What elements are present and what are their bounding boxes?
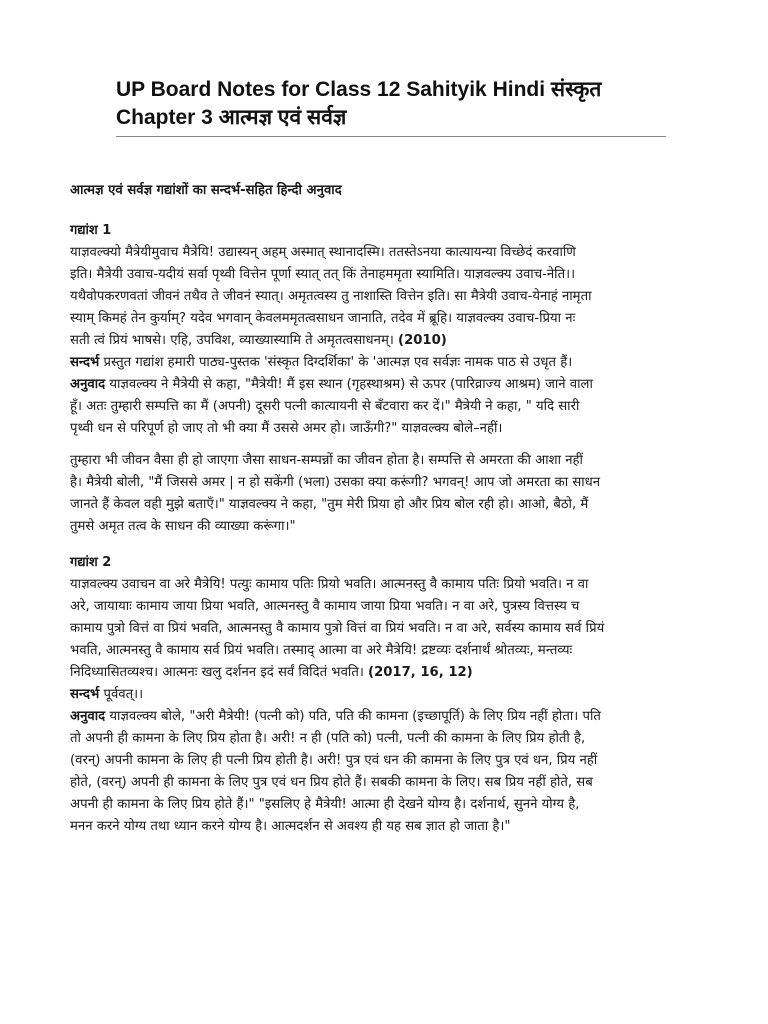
translation-text: याज्ञवल्क्य बोले, "अरी मैत्रेयी! (पत्नी को) पति, पति की कामना (इच्छापूर्ति) के लिए प्रिय नहीं होता। पति तो अपनी ही कामना के लिए प्रिय होता है। अरी! न ही (पति को) पत्नी, पत्नी की कामना के लिए प्रिय होती है, (वरन्) अपनी कामना के लिए ही पत्नी प्रिय होती है। अरी! पुत्र एवं धन की कामना के लिए पुत्र एवं धन, प्रिय नहीं होते, (वरन्) अपनी ही कामना के लिए पुत्र एवं धन प्रिय होते हैं। सबकी कामना के लिए। सब प्रिय नहीं होते, सब अपनी ही कामना के लिए प्रिय होते हैं।" "इसलिए हे मैत्रेयी! आत्मा ही देखने योग्य है। दर्शनार्थ, सुनने योग्य है, मनन करने योग्य तथा ध्यान करने योग्य है। आत्मदर्शन से अवश्य ही यह सब ज्ञात हो जाता है।" [70,709,601,834]
title-divider [116,136,666,137]
passage-heading: गद्यांश 2 [70,555,112,570]
passage-text: याज्ञवल्क्यो मैत्रेयीमुवाच मैत्रेयि! उद्यास्यन् अहम् अस्मात् स्थानादस्मि। ततस्तेऽनया कात्यायन्या विच्छेदं करवाणि इति। मैत्रेयी उवाच-यदीयं सर्वा पृथ्वी वित्तेन पूर्णा स्यात् तत् किं तेनाहममृता स्यामिति। याज्ञवल्क्य उवाच-नेति।। यथैवोपकरणवतां जीवनं तथैव ते जीवनं स्यात्। अमृतत्वस्य तु नाशास्ति वित्तेन इति। सा मैत्रेयी उवाच-येनाहं नामृता स्याम् किमहं तेन कुर्याम्? यदेव भगवान् केवलममृतत्वसाधन जानाति, तदेव में ब्रूहि। याज्ञवल्क्य उवाच-प्रिया नः सती त्वं प्रियं भाषसे। एहि, उपविश, व्याख्यास्यामि ते अमृतत्वसाधनम्। [70,245,592,348]
passage-text: याज्ञवल्क्य उवाचन वा अरे मैत्रेयि! पत्युः कामाय पतिः प्रियो भवति। आत्मनस्तु वै कामाय पतिः प्रियो भवति। न वा अरे, जायायाः कामाय जाया प्रिया भवति, आत्मनस्तु वै कामाय जाया प्रिया भवति। न वा अरे, पुत्रस्य वित्तस्य च कामाय पुत्रो वित्तं वा प्रियं भवति, आत्मनस्तु वै कामाय पुत्रो वित्तं वा प्रियं भवति। न वा अरे, सर्वस्य कामाय सर्व प्रियं भवति, आत्मनस्तु वै कामाय सर्व प्रियं भवति। तस्माद् आत्मा वा अरे मैत्रेयि! द्रष्टव्यः दर्शनार्थं श्रोतव्यः, मन्तव्यः निदिध्यासितव्यश्च। आत्मनः खलु दर्शनन इदं सर्वं विदितं भवति। [70,577,605,680]
translation-paragraph [70,374,698,440]
translation-paragraph [70,706,698,838]
passage-section-2 [70,552,698,838]
translation-continued: तुम्हारा भी जीवन वैसा ही हो जाएगा जैसा साधन-सम्पन्नों का जीवन होता है। सम्पत्ति से अमरता की आशा नहीं है। मैत्रेयी बोली, "मैं जिससे अमर | न हो सकेंगी (भला) उसका क्या करूंगी? भगवन्! आप जो अमरता का साधन जानते हैं केवल वही मुझे बताएँ।" याज्ञवल्क्य ने कहा, "तुम मेरी प्रिया हो और प्रिय बोल रही हो। आओ, बैठो, मैं तुमसे अमृत तत्व के साधन की व्याख्या करूंगा।" [70,453,601,534]
passage-heading: गद्यांश 1 [70,223,112,238]
reference-line [70,352,698,374]
translation-label: अनुवाद [70,377,106,392]
passage-section-1 [70,220,698,538]
exam-year: (2010) [398,333,447,348]
reference-label: सन्दर्भ [70,687,100,702]
section-subtitle: आत्मज्ञ एवं सर्वज्ञ गद्यांशों का सन्दर्भ-सहित हिन्दी अनुवाद [70,183,342,198]
reference-text: प्रस्तुत गद्यांश हमारी पाठ्य-पुस्तक 'संस्कृत दिग्दर्शिका' के 'आत्मज्ञ एव सर्वज्ञः नामक पाठ से उधृत हैं। [103,355,573,370]
sanskrit-passage [70,242,698,352]
exam-year: (2017, 16, 12) [368,665,473,680]
translation-label: अनुवाद [70,709,106,724]
reference-label: सन्दर्भ [70,355,100,370]
sanskrit-passage [70,574,698,684]
document-body [70,180,698,838]
translation-text: याज्ञवल्क्य ने मैत्रेयी से कहा, "मैत्रेयी! मैं इस स्थान (गृहस्थाश्रम) से ऊपर (पारिव्राज्य आश्रम) जाने वाला हूँ। अतः तुम्हारी सम्पत्ति का मैं (अपनी) दूसरी पत्नी कात्यायनी से बँटवारा कर दें।" मैत्रेयी ने कहा, " यदि सारी पृथ्वी धन से परिपूर्ण हो जाए तो भी क्या मैं उससे अमर हो। जाऊँगी?" याज्ञवल्क्य बोले–नहीं। [70,377,593,436]
reference-line [70,684,698,706]
page-title: UP Board Notes for Class 12 Sahityik Hindi संस्कृत Chapter 3 आत्मज्ञ एवं सर्वज्ञ [116,78,602,129]
reference-text: पूर्ववत्।। [103,687,144,702]
